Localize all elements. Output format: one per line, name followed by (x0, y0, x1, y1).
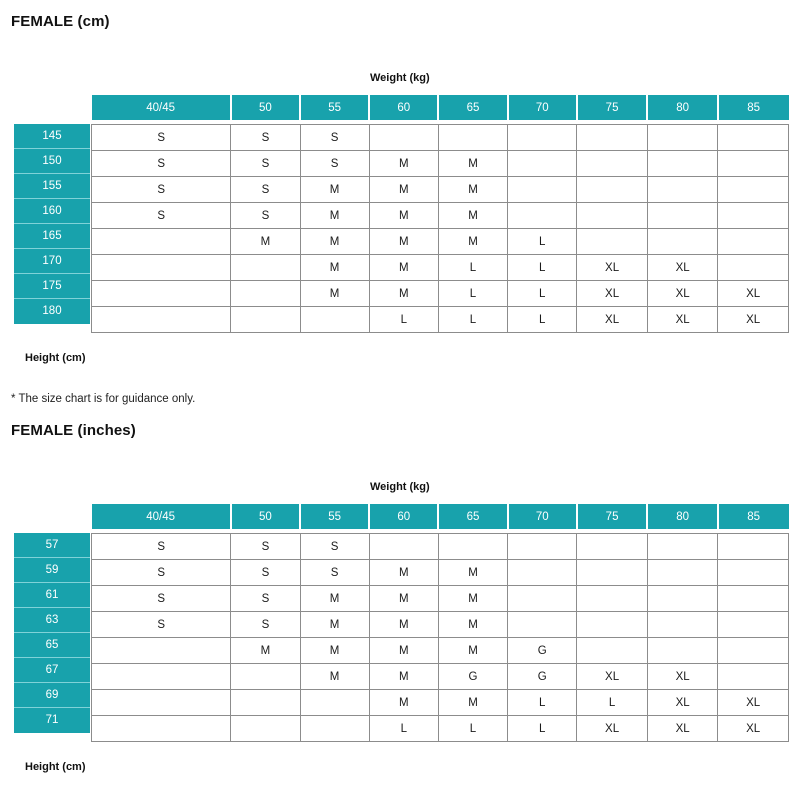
size-cell (92, 281, 231, 307)
size-cell (92, 716, 231, 742)
size-cell: M (438, 177, 507, 203)
size-cell (508, 586, 577, 612)
size-cell: M (438, 229, 507, 255)
size-cell (577, 612, 648, 638)
size-cell (92, 307, 231, 333)
weight-header-cell: 60 (369, 95, 438, 120)
height-label-column-inches (14, 504, 90, 733)
size-cell (718, 612, 789, 638)
size-cell (577, 229, 648, 255)
size-cell: M (300, 229, 369, 255)
weight-header-cell: 50 (231, 95, 300, 120)
size-cell (718, 229, 789, 255)
size-cell (647, 612, 718, 638)
height-label-cell: 63 (14, 608, 90, 633)
size-cell: L (508, 281, 577, 307)
size-cell (577, 125, 648, 151)
size-cell: M (300, 177, 369, 203)
size-cell: S (300, 125, 369, 151)
size-cell: M (369, 638, 438, 664)
weight-axis-label-inches: Weight (kg) (370, 481, 430, 493)
size-cell (647, 560, 718, 586)
height-label-cell: 145 (14, 124, 90, 149)
size-cell: M (369, 255, 438, 281)
size-cell: L (369, 716, 438, 742)
size-cell: M (369, 229, 438, 255)
size-cell (508, 612, 577, 638)
height-label-cell: 61 (14, 583, 90, 608)
height-label-cell: 57 (14, 533, 90, 558)
size-cell: M (300, 255, 369, 281)
weight-header-row-cm (92, 95, 789, 120)
size-cell: XL (577, 716, 648, 742)
size-table-cm-head (92, 95, 789, 125)
size-cell: M (231, 229, 300, 255)
size-cell: S (231, 534, 300, 560)
size-cell: S (231, 177, 300, 203)
size-cell: XL (577, 664, 648, 690)
table-row (92, 177, 789, 203)
size-cell (577, 177, 648, 203)
size-cell (647, 229, 718, 255)
weight-header-cell: 70 (508, 504, 577, 529)
size-cell: M (369, 151, 438, 177)
size-cell: M (369, 177, 438, 203)
size-cell (647, 177, 718, 203)
size-cell (647, 534, 718, 560)
table-row (92, 255, 789, 281)
size-cell: L (438, 281, 507, 307)
size-cell: M (438, 612, 507, 638)
height-label-cell: 67 (14, 658, 90, 683)
size-cell (647, 586, 718, 612)
size-cell: XL (647, 716, 718, 742)
size-cell (92, 638, 231, 664)
size-cell: S (300, 560, 369, 586)
size-cell (718, 151, 789, 177)
size-cell: L (438, 716, 507, 742)
size-cell (718, 255, 789, 281)
size-cell: G (508, 638, 577, 664)
size-cell: L (508, 307, 577, 333)
size-cell: S (92, 560, 231, 586)
size-cell: L (508, 229, 577, 255)
size-cell (300, 690, 369, 716)
size-cell: L (438, 307, 507, 333)
size-cell (508, 151, 577, 177)
size-cell (92, 690, 231, 716)
table-row (92, 560, 789, 586)
size-cell: S (92, 612, 231, 638)
size-cell: M (300, 281, 369, 307)
size-cell: L (508, 716, 577, 742)
table-row (92, 125, 789, 151)
table-row (92, 229, 789, 255)
size-cell: S (92, 586, 231, 612)
size-cell: XL (577, 255, 648, 281)
size-cell: S (300, 151, 369, 177)
height-label-cell: 59 (14, 558, 90, 583)
size-cell (577, 534, 648, 560)
size-cell: L (508, 255, 577, 281)
size-cell (508, 534, 577, 560)
size-cell: M (300, 638, 369, 664)
size-cell: M (300, 203, 369, 229)
size-cell: XL (647, 307, 718, 333)
size-cell: M (369, 690, 438, 716)
size-cell: M (300, 664, 369, 690)
size-cell (300, 716, 369, 742)
table-row (92, 612, 789, 638)
guidance-note: * The size chart is for guidance only. (11, 393, 196, 405)
size-cell (508, 560, 577, 586)
size-cell (508, 125, 577, 151)
size-cell (300, 307, 369, 333)
size-cell: M (438, 586, 507, 612)
size-cell (577, 638, 648, 664)
table-row (92, 690, 789, 716)
size-cell: S (92, 203, 231, 229)
size-cell (718, 177, 789, 203)
height-label-cell: 71 (14, 708, 90, 733)
height-label-cell: 180 (14, 299, 90, 324)
size-cell (369, 125, 438, 151)
size-cell: S (92, 151, 231, 177)
size-cell: M (300, 586, 369, 612)
weight-header-cell: 85 (718, 95, 789, 120)
size-cell (577, 560, 648, 586)
weight-header-cell: 60 (369, 504, 438, 529)
size-cell: S (300, 534, 369, 560)
height-axis-label-inches: Height (cm) (25, 761, 86, 773)
size-table-cm-body (92, 125, 789, 333)
size-cell: G (438, 664, 507, 690)
size-cell (577, 203, 648, 229)
table-row (92, 203, 789, 229)
size-table-inches (91, 504, 789, 742)
height-label-cell: 65 (14, 633, 90, 658)
height-label-cell: 155 (14, 174, 90, 199)
table-row (92, 638, 789, 664)
size-cell (718, 586, 789, 612)
size-cell: M (438, 151, 507, 177)
size-cell (508, 203, 577, 229)
size-cell: L (369, 307, 438, 333)
size-cell: XL (577, 281, 648, 307)
table-row (92, 716, 789, 742)
size-cell: S (231, 560, 300, 586)
size-cell (231, 281, 300, 307)
size-cell: S (231, 203, 300, 229)
weight-header-cell: 40/45 (92, 95, 231, 120)
size-cell: M (369, 203, 438, 229)
size-cell (718, 664, 789, 690)
size-cell: M (369, 612, 438, 638)
size-cell (718, 203, 789, 229)
size-cell: M (438, 690, 507, 716)
table-row (92, 307, 789, 333)
height-label-cell: 170 (14, 249, 90, 274)
table-row (92, 586, 789, 612)
size-cell (718, 125, 789, 151)
table-row (92, 534, 789, 560)
size-cell: S (92, 125, 231, 151)
size-cell (647, 638, 718, 664)
size-cell: XL (577, 307, 648, 333)
size-cell (438, 125, 507, 151)
size-cell: L (438, 255, 507, 281)
size-cell: M (438, 203, 507, 229)
size-cell (231, 716, 300, 742)
size-cell (718, 534, 789, 560)
weight-header-row-inches (92, 504, 789, 529)
size-cell: S (231, 612, 300, 638)
size-cell: XL (647, 664, 718, 690)
table-row (92, 664, 789, 690)
size-cell (92, 255, 231, 281)
size-cell: XL (718, 307, 789, 333)
size-cell: M (300, 612, 369, 638)
weight-header-cell: 55 (300, 504, 369, 529)
size-cell (369, 534, 438, 560)
size-cell: M (369, 281, 438, 307)
weight-header-cell: 75 (577, 504, 648, 529)
size-cell (647, 151, 718, 177)
size-cell (508, 177, 577, 203)
height-label-cell: 175 (14, 274, 90, 299)
size-cell: XL (647, 690, 718, 716)
height-column-spacer (14, 95, 90, 124)
table-row (92, 151, 789, 177)
size-cell: XL (647, 281, 718, 307)
size-table-cm (91, 95, 789, 333)
size-cell (92, 664, 231, 690)
size-grid-cm (0, 95, 800, 333)
page-title-female-inches: FEMALE (inches) (11, 422, 136, 439)
size-cell: M (438, 560, 507, 586)
size-table-inches-body (92, 534, 789, 742)
weight-header-cell: 65 (438, 504, 507, 529)
size-cell: L (508, 690, 577, 716)
size-cell (231, 664, 300, 690)
weight-header-cell: 85 (718, 504, 789, 529)
size-cell: S (92, 177, 231, 203)
weight-header-cell: 80 (647, 95, 718, 120)
height-label-cell: 165 (14, 224, 90, 249)
size-cell (647, 125, 718, 151)
height-axis-label-cm: Height (cm) (25, 352, 86, 364)
size-cell: M (438, 638, 507, 664)
page-title-female-cm: FEMALE (cm) (11, 13, 110, 30)
height-label-column-cm (14, 95, 90, 324)
size-cell: M (369, 664, 438, 690)
height-label-cell: 160 (14, 199, 90, 224)
size-grid-inches (0, 504, 800, 742)
size-cell: M (231, 638, 300, 664)
size-cell: XL (718, 716, 789, 742)
size-cell: L (577, 690, 648, 716)
weight-header-cell: 75 (577, 95, 648, 120)
size-cell: S (231, 586, 300, 612)
size-cell (231, 690, 300, 716)
weight-header-cell: 70 (508, 95, 577, 120)
size-cell (577, 151, 648, 177)
height-label-cell: 150 (14, 149, 90, 174)
size-cell (231, 255, 300, 281)
size-cell: M (369, 586, 438, 612)
size-cell (718, 560, 789, 586)
table-row (92, 281, 789, 307)
size-cell: S (92, 534, 231, 560)
weight-axis-label-cm: Weight (kg) (370, 72, 430, 84)
size-cell (577, 586, 648, 612)
height-label-cell: 69 (14, 683, 90, 708)
weight-header-cell: 80 (647, 504, 718, 529)
size-chart-section-inches (0, 422, 800, 773)
size-cell: XL (647, 255, 718, 281)
weight-header-cell: 55 (300, 95, 369, 120)
size-table-inches-head (92, 504, 789, 534)
size-cell: M (369, 560, 438, 586)
size-cell (647, 203, 718, 229)
size-cell: XL (718, 281, 789, 307)
size-cell: S (231, 125, 300, 151)
size-cell: G (508, 664, 577, 690)
weight-header-cell: 65 (438, 95, 507, 120)
height-column-spacer (14, 504, 90, 533)
size-cell (438, 534, 507, 560)
size-cell (231, 307, 300, 333)
size-cell (718, 638, 789, 664)
size-cell: XL (718, 690, 789, 716)
weight-header-cell: 40/45 (92, 504, 231, 529)
weight-header-cell: 50 (231, 504, 300, 529)
size-cell (92, 229, 231, 255)
size-cell: S (231, 151, 300, 177)
